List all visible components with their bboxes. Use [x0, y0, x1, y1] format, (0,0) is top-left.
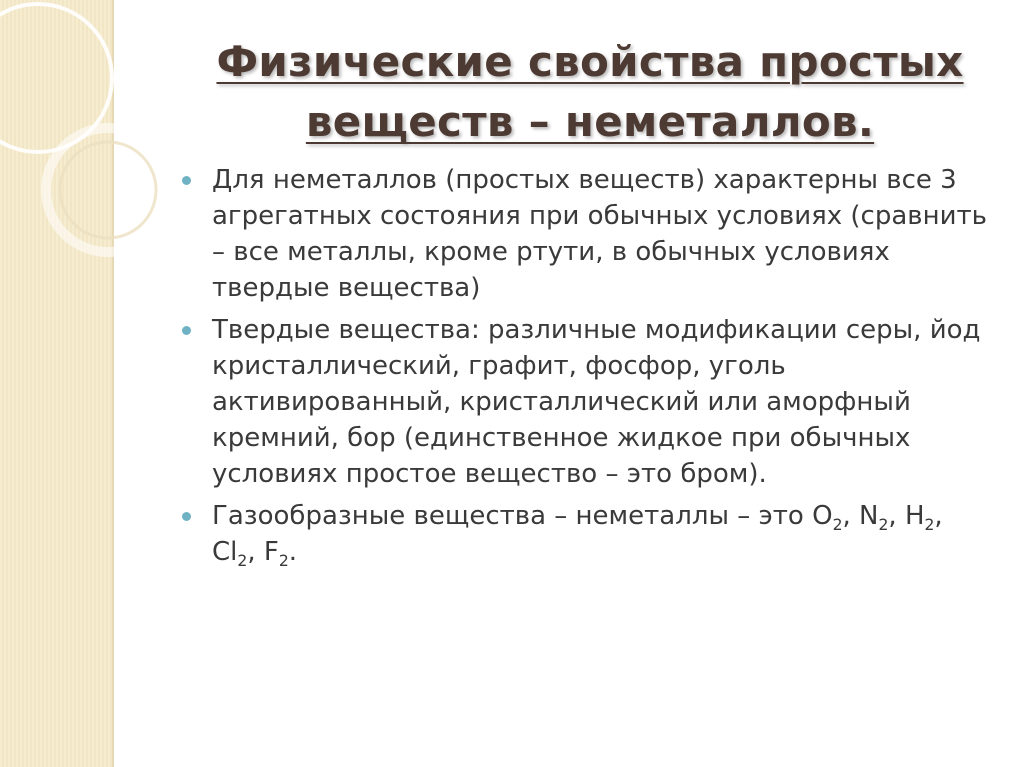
title-line-2: веществ – неметаллов. [305, 97, 875, 146]
decor-circle-inner [60, 142, 156, 238]
bullet-dot-icon [182, 176, 191, 185]
formula-n2: $N_2$, [859, 501, 905, 534]
title-line-1: Физические свойства простых [216, 37, 964, 86]
bullet-text: Для неметаллов (простых веществ) характерны все 3 агрегатных состояния при обычных условиях (сравнить – все металлы, кроме ртути, в обычных условиях твердые вещества) [212, 165, 987, 303]
formula-h2: $H_2$, [904, 501, 943, 534]
bullet-dot-icon [182, 326, 191, 335]
formula-cl2: $Cl_2$, [212, 537, 264, 570]
slide-title [200, 32, 980, 152]
bullet-text-intro: Газообразные вещества – неметаллы – это [212, 501, 813, 531]
bullet-item [180, 162, 990, 306]
bullet-list [180, 162, 990, 576]
decor-circle-small [46, 128, 170, 252]
formula-o2: $O_2$, [812, 501, 860, 534]
bullet-item [180, 312, 990, 492]
formula-f2: $F_2$. [263, 537, 297, 570]
bullet-item [180, 498, 990, 570]
bullet-text: Твердые вещества: различные модификации серы, йод кристаллический, графит, фосфор, уголь активированный, кристаллический или аморфный кремний, бор (единственное жидкое при обычных условиях простое вещество – это бром). [212, 315, 981, 489]
bullet-dot-icon [182, 512, 191, 521]
